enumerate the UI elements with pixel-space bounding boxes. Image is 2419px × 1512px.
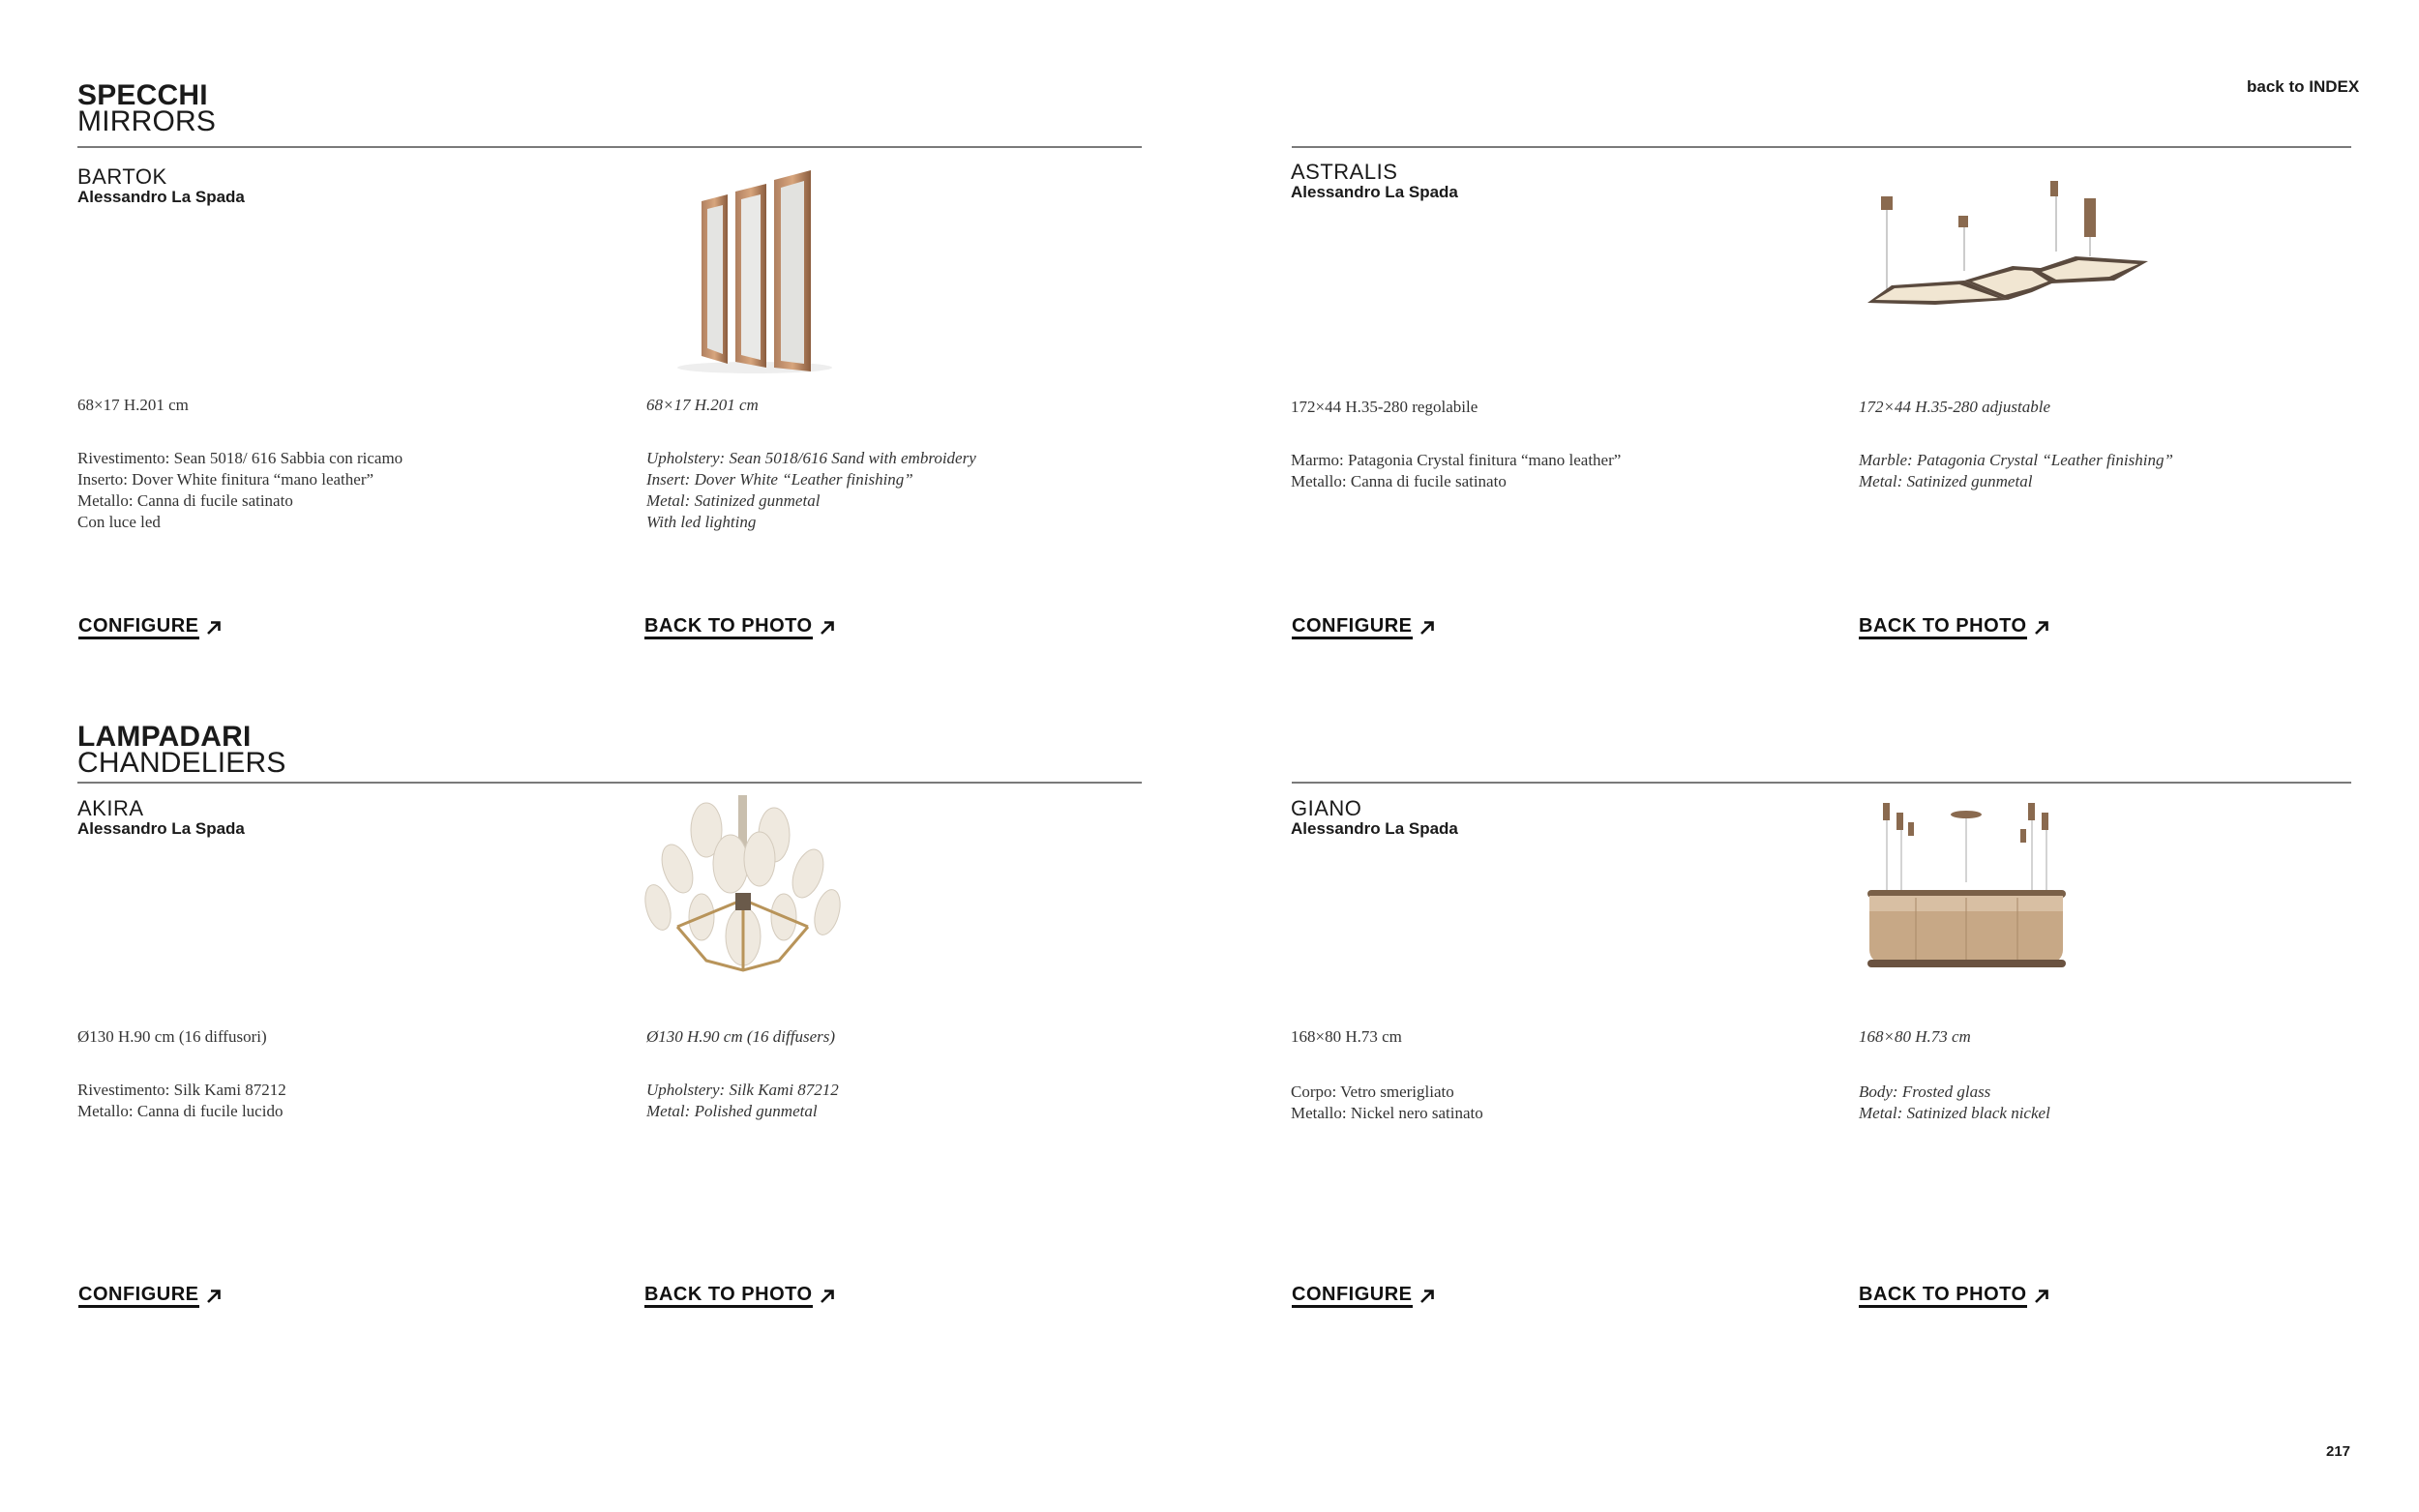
material-line: Body: Frosted glass — [1859, 1082, 1991, 1101]
product-akira — [77, 798, 245, 839]
material-line: Metallo: Canna di fucile satinato — [1291, 472, 1507, 490]
material-line: Metal: Polished gunmetal — [646, 1102, 818, 1120]
section-divider — [77, 146, 1142, 148]
arrow-up-right-icon — [205, 1288, 223, 1305]
product-name: AKIRA — [77, 796, 144, 820]
materials-it — [77, 448, 403, 533]
product-bartok — [77, 166, 245, 207]
configure-label: CONFIGURE — [78, 615, 199, 639]
section-title-mirrors — [77, 79, 217, 137]
configure-label: CONFIGURE — [1292, 1284, 1413, 1308]
dimensions-en: 172×44 H.35-280 adjustable — [1859, 398, 2050, 416]
material-line: Insert: Dover White “Leather finishing” — [646, 470, 913, 489]
section-divider — [77, 782, 1142, 784]
configure-label: CONFIGURE — [1292, 615, 1413, 639]
product-designer: Alessandro La Spada — [1291, 183, 1458, 201]
arrow-up-right-icon — [819, 619, 836, 637]
back-to-photo-link[interactable] — [1859, 1284, 2050, 1308]
configure-link[interactable] — [1292, 1284, 1436, 1308]
arrow-up-right-icon — [819, 1288, 836, 1305]
page-number: 217 — [2326, 1443, 2351, 1460]
material-line: Corpo: Vetro smerigliato — [1291, 1082, 1454, 1101]
materials-en — [1859, 1082, 2050, 1124]
dimensions-en: 68×17 H.201 cm — [646, 396, 759, 414]
material-line: Metal: Satinized black nickel — [1859, 1104, 2050, 1122]
materials-en — [646, 448, 976, 533]
material-line: With led lighting — [646, 513, 757, 531]
configure-link[interactable] — [78, 1284, 223, 1308]
back-to-photo-label: BACK TO PHOTO — [1859, 615, 2027, 639]
material-line: Metallo: Canna di fucile satinato — [77, 491, 293, 510]
arrow-up-right-icon — [2033, 619, 2050, 637]
product-astralis — [1291, 162, 1458, 202]
product-designer: Alessandro La Spada — [1291, 819, 1458, 838]
product-name: GIANO — [1291, 796, 1362, 820]
dimensions-en: Ø130 H.90 cm (16 diffusers) — [646, 1027, 836, 1046]
dimensions-it: 68×17 H.201 cm — [77, 396, 189, 414]
material-line: Rivestimento: Sean 5018/ 616 Sabbia con ricamo — [77, 449, 403, 467]
material-line: Metallo: Canna di fucile lucido — [77, 1102, 284, 1120]
dimensions-en: 168×80 H.73 cm — [1859, 1027, 1971, 1046]
arrow-up-right-icon — [1419, 619, 1436, 637]
material-line: Con luce led — [77, 513, 161, 531]
material-line: Upholstery: Sean 5018/616 Sand with embroidery — [646, 449, 976, 467]
product-designer: Alessandro La Spada — [77, 819, 245, 838]
section-title-it: SPECCHI — [77, 79, 208, 111]
back-to-photo-link[interactable] — [644, 1284, 836, 1308]
arrow-up-right-icon — [205, 619, 223, 637]
material-line: Marble: Patagonia Crystal “Leather finishing” — [1859, 451, 2173, 469]
configure-link[interactable] — [1292, 615, 1436, 639]
product-designer: Alessandro La Spada — [77, 188, 245, 206]
dimensions-it: Ø130 H.90 cm (16 diffusori) — [77, 1027, 267, 1046]
arrow-up-right-icon — [1419, 1288, 1436, 1305]
arrow-up-right-icon — [2033, 1288, 2050, 1305]
material-line: Marmo: Patagonia Crystal finitura “mano leather” — [1291, 451, 1622, 469]
section-title-chandeliers — [77, 721, 286, 779]
configure-link[interactable] — [78, 615, 223, 639]
back-to-photo-link[interactable] — [644, 615, 836, 639]
back-to-photo-label: BACK TO PHOTO — [644, 615, 813, 639]
back-to-photo-link[interactable] — [1859, 615, 2050, 639]
back-to-photo-label: BACK TO PHOTO — [644, 1284, 813, 1308]
back-to-index-link[interactable]: back to INDEX — [2247, 77, 2360, 96]
akira-chandelier-image — [639, 791, 847, 985]
section-title-en: CHANDELIERS — [77, 747, 286, 779]
material-line: Metal: Satinized gunmetal — [1859, 472, 2033, 490]
material-line: Metallo: Nickel nero satinato — [1291, 1104, 1483, 1122]
material-line: Upholstery: Silk Kami 87212 — [646, 1081, 839, 1099]
product-giano — [1291, 798, 1458, 839]
astralis-chandelier-image — [1858, 179, 2158, 314]
section-title-en: MIRRORS — [77, 105, 217, 137]
materials-it — [1291, 1082, 1483, 1124]
material-line: Rivestimento: Silk Kami 87212 — [77, 1081, 286, 1099]
materials-en — [646, 1080, 839, 1122]
configure-label: CONFIGURE — [78, 1284, 199, 1308]
materials-it — [1291, 450, 1621, 492]
giano-chandelier-image — [1858, 795, 2076, 984]
section-title-it: LAMPADARI — [77, 721, 252, 753]
material-line: Metal: Satinized gunmetal — [646, 491, 821, 510]
product-name: ASTRALIS — [1291, 160, 1398, 184]
bartok-mirror-image — [658, 163, 851, 375]
dimensions-it: 168×80 H.73 cm — [1291, 1027, 1402, 1046]
materials-it — [77, 1080, 286, 1122]
section-divider — [1292, 782, 2351, 784]
back-to-photo-label: BACK TO PHOTO — [1859, 1284, 2027, 1308]
product-name: BARTOK — [77, 164, 167, 189]
dimensions-it: 172×44 H.35-280 regolabile — [1291, 398, 1478, 416]
materials-en — [1859, 450, 2173, 492]
material-line: Inserto: Dover White finitura “mano leather” — [77, 470, 374, 489]
section-divider — [1292, 146, 2351, 148]
